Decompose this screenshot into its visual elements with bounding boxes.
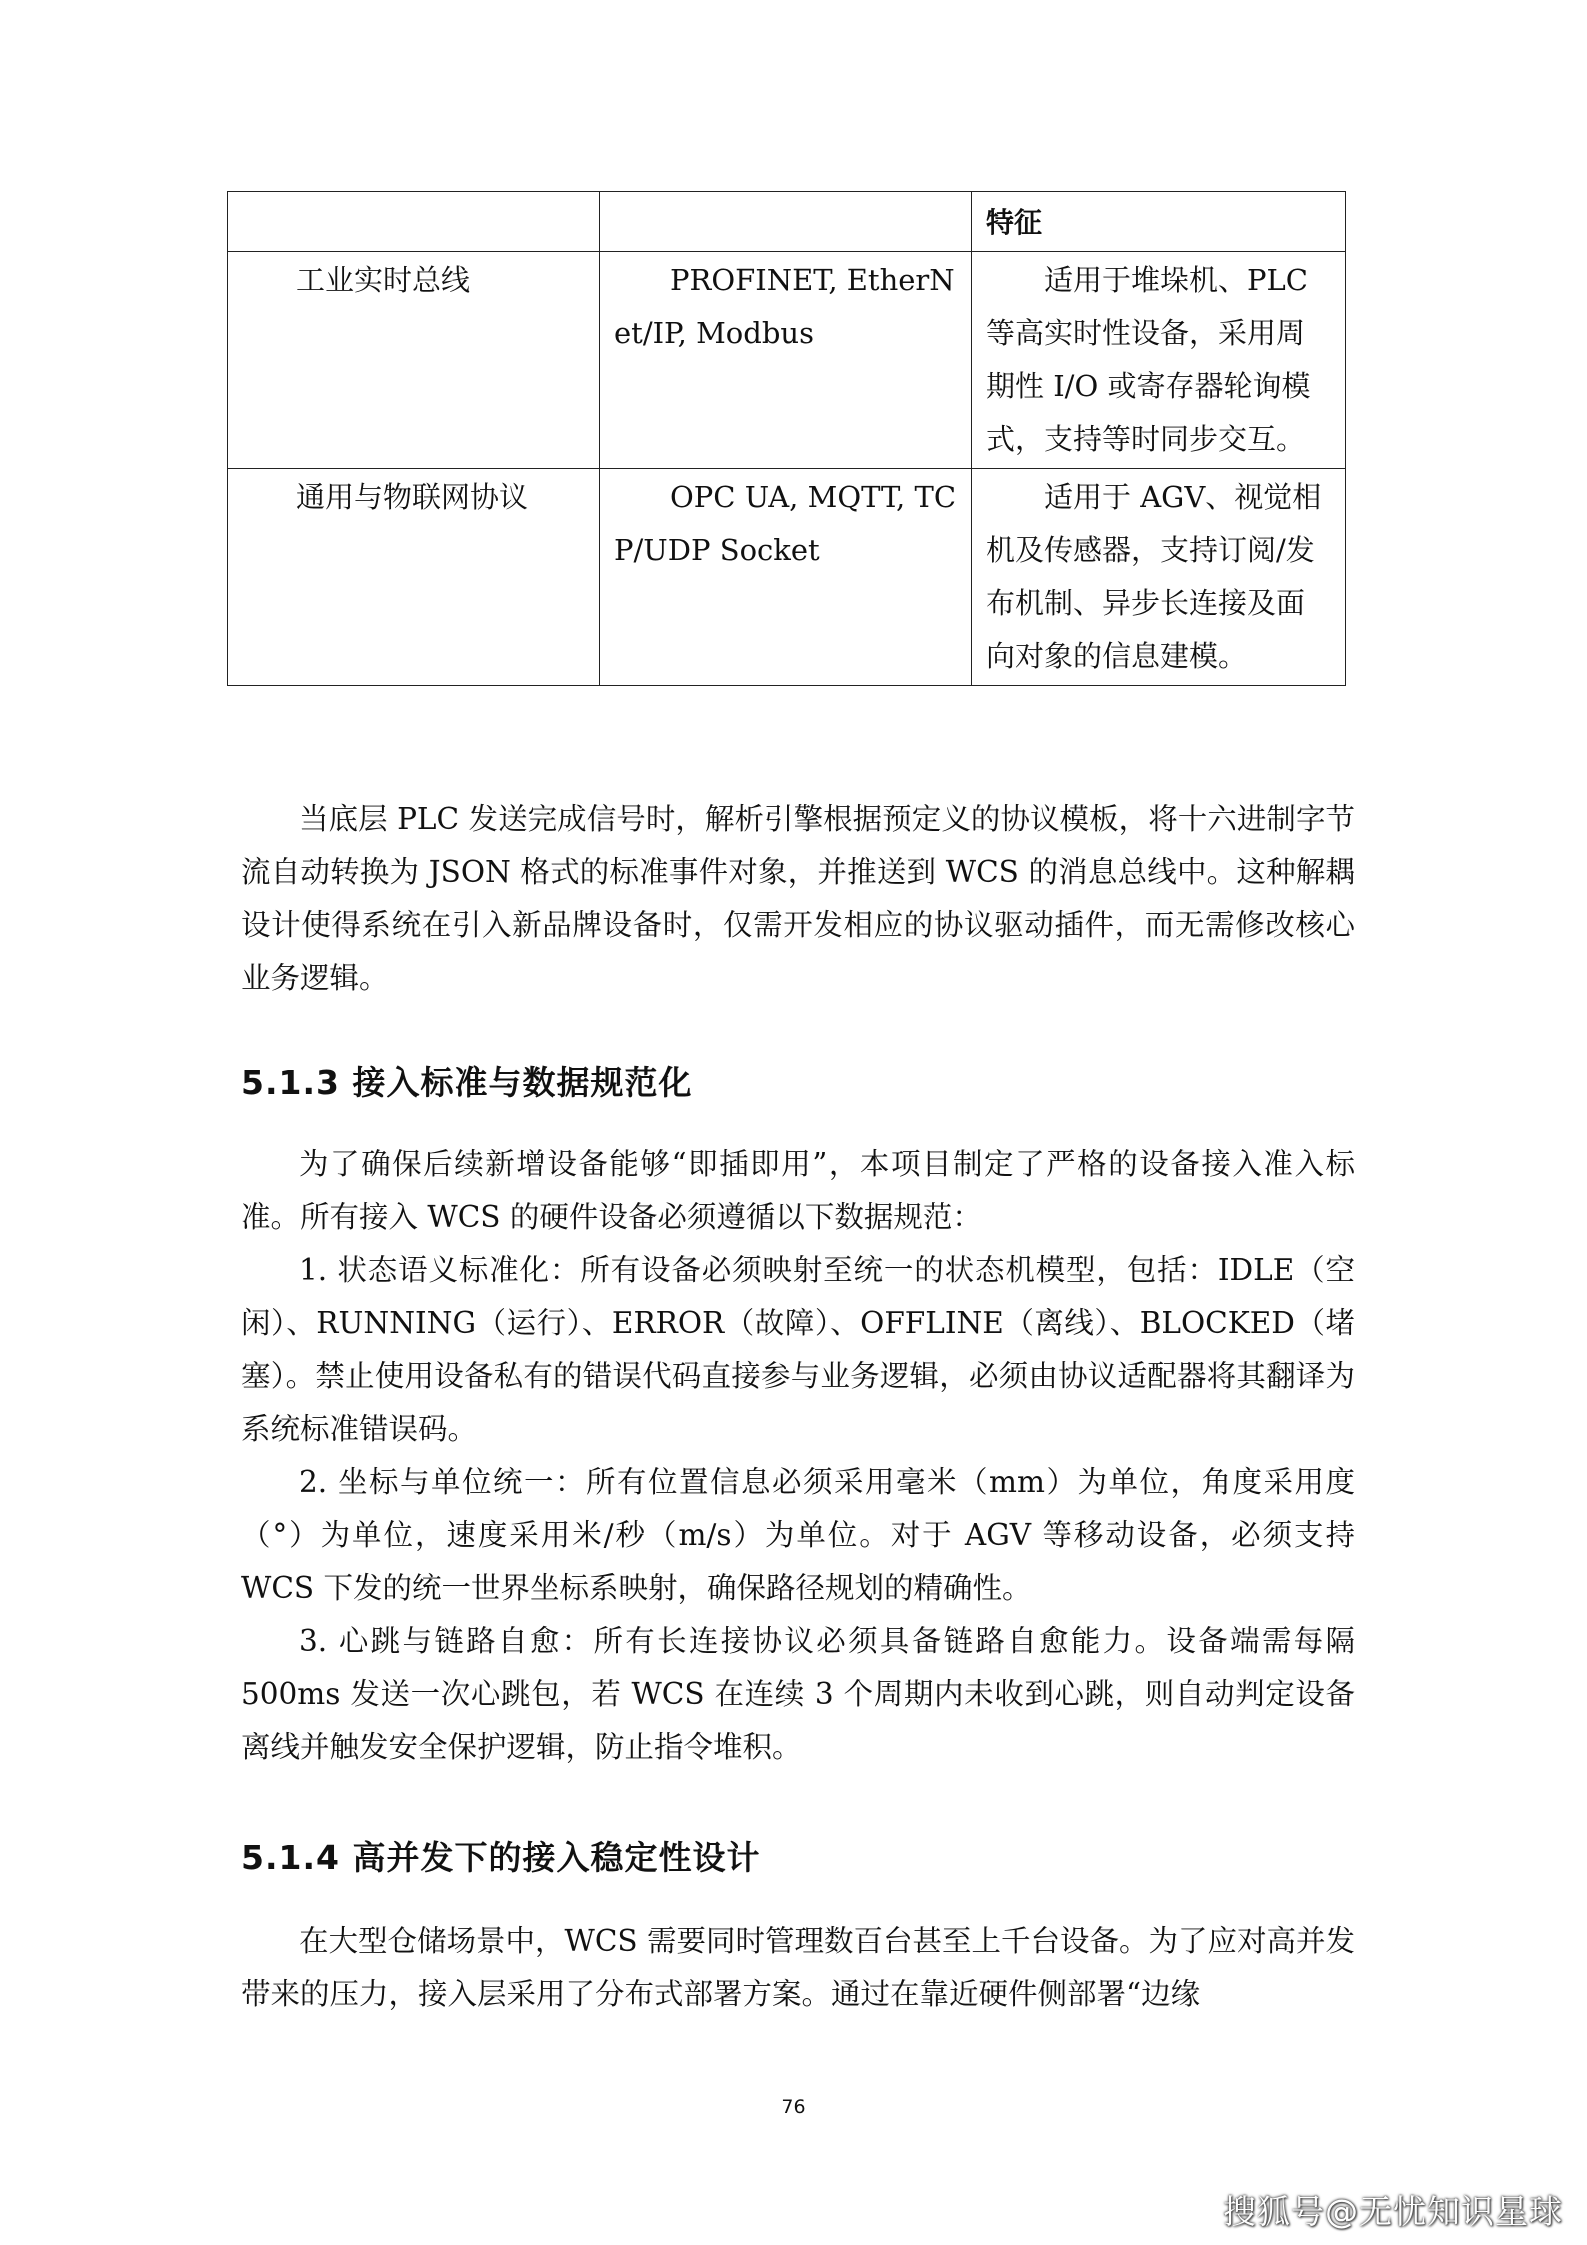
table-header-cell	[228, 192, 600, 252]
protocol-list-cell: OPC UA, MQTT, TCP/UDP Socket	[600, 469, 972, 686]
parsing-paragraph-block	[241, 793, 1355, 1005]
section-heading-5-1-3: 5.1.3 接入标准与数据规范化	[241, 1063, 693, 1102]
protocol-table	[227, 191, 1346, 686]
list-item: 2. 坐标与单位统一：所有位置信息必须采用毫米（mm）为单位，角度采用度（°）为单位，速度采用米/秒（m/s）为单位。对于 AGV 等移动设备，必须支持 WCS 下发的统一世界坐标系映射，确保路径规划的精确性。	[241, 1465, 1355, 1605]
table-header-cell	[972, 192, 1346, 252]
protocol-feature-cell: 适用于 AGV、视觉相机及传感器，支持订阅/发布机制、异步长连接及面向对象的信息建模。	[972, 469, 1346, 686]
watermark: 搜狐号@无忧知识星球	[1223, 2192, 1563, 2231]
body-paragraph: 为了确保后续新增设备能够“即插即用”，本项目制定了严格的设备接入准入标准。所有接入 WCS 的硬件设备必须遵循以下数据规范：	[241, 1147, 1355, 1234]
page-number: 76	[781, 2096, 806, 2118]
protocol-feature-cell: 适用于堆垛机、PLC 等高实时性设备，采用周期性 I/O 或寄存器轮询模式，支持等时同步交互。	[972, 252, 1346, 469]
table-header-cell	[600, 192, 972, 252]
list-item: 1. 状态语义标准化：所有设备必须映射至统一的状态机模型，包括：IDLE（空闲）、RUNNING（运行）、ERROR（故障）、OFFLINE（离线）、BLOCKED（堵塞）。禁止使用设备私有的错误代码直接参与业务逻辑，必须由协议适配器将其翻译为系统标准错误码。	[241, 1253, 1355, 1446]
protocol-type-cell: 通用与物联网协议	[228, 469, 600, 686]
table-row	[228, 252, 1346, 469]
body-paragraph: 当底层 PLC 发送完成信号时，解析引擎根据预定义的协议模板，将十六进制字节流自动转换为 JSON 格式的标准事件对象，并推送到 WCS 的消息总线中。这种解耦设计使得系统在引入新品牌设备时，仅需开发相应的协议驱动插件，而无需修改核心业务逻辑。	[241, 802, 1355, 995]
list-item: 3. 心跳与链路自愈：所有长连接协议必须具备链路自愈能力。设备端需每隔 500ms 发送一次心跳包，若 WCS 在连续 3 个周期内未收到心跳，则自动判定设备离线并触发安全保护逻辑，防止指令堆积。	[241, 1624, 1355, 1764]
protocol-type-cell: 工业实时总线	[228, 252, 600, 469]
table-header-row	[228, 192, 1346, 252]
feature-header-label: 特征	[986, 206, 1043, 239]
table-row	[228, 469, 1346, 686]
protocol-list-cell: PROFINET, EtherNet/IP, Modbus	[600, 252, 972, 469]
body-paragraph: 在大型仓储场景中，WCS 需要同时管理数百台甚至上千台设备。为了应对高并发带来的压力，接入层采用了分布式部署方案。通过在靠近硬件侧部署“边缘	[241, 1924, 1355, 2011]
section-5-1-4-body	[241, 1915, 1355, 2021]
section-5-1-3-body	[241, 1138, 1355, 1774]
section-heading-5-1-4: 5.1.4 高并发下的接入稳定性设计	[241, 1838, 761, 1877]
